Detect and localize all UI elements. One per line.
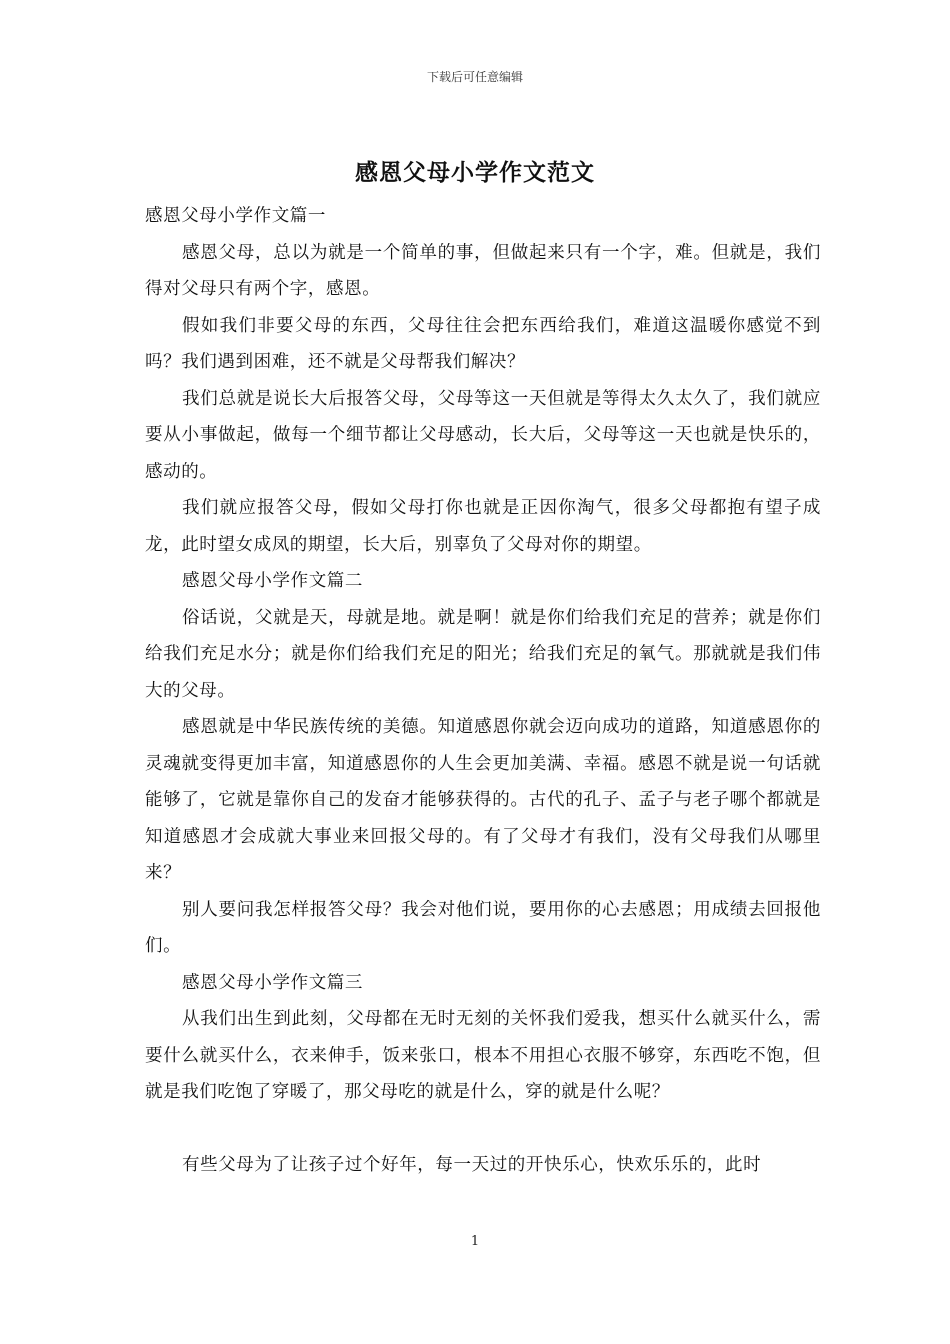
page-number: 1 xyxy=(470,1234,480,1249)
document-title: 感恩父母小学作文范文 xyxy=(355,159,595,186)
paragraph: 俗话说，父就是天，母就是地。就是啊！就是你们给我们充足的营养；就是你们给我们充足水分；就是你们给我们充足的阳光；给我们充足的氧气。那就就是我们伟大的父母。 xyxy=(145,607,821,701)
paragraph: 别人要问我怎样报答父母？我会对他们说，要用你的心去感恩；用成绩去回报他们。 xyxy=(145,899,821,956)
section-heading-2: 感恩父母小学作文篇二 xyxy=(182,571,363,591)
page-header-note: 下载后可任意编辑 xyxy=(426,70,523,84)
paragraph: 从我们出生到此刻，父母都在无时无刻的关怀我们爱我，想买什么就买什么，需要什么就买什么，衣来伸手，饭来张口，根本不用担心衣服不够穿，东西吃不饱，但就是我们吃饱了穿暖了，那父母吃的就是什么，穿的就是什么呢？ xyxy=(145,1009,821,1102)
paragraph: 假如我们非要父母的东西，父母往往会把东西给我们，难道这温暖你感觉不到吗？我们遇到困难，还不就是父母帮我们解决？ xyxy=(145,315,821,372)
section-heading-1: 感恩父母小学作文篇一 xyxy=(145,206,326,226)
document-body xyxy=(145,198,821,1183)
paragraph: 感恩父母，总以为就是一个简单的事，但做起来只有一个字，难。但就是，我们得对父母只有两个字，感恩。 xyxy=(145,242,821,299)
paragraph: 我们就应报答父母，假如父母打你也就是正因你淘气，很多父母都抱有望子成龙，此时望女成凤的期望，长大后，别辜负了父母对你的期望。 xyxy=(145,498,821,555)
paragraph: 我们总就是说长大后报答父母，父母等这一天但就是等得太久太久了，我们就应要从小事做起，做每一个细节都让父母感动，长大后，父母等这一天也就是快乐的，感动的。 xyxy=(145,388,821,482)
paragraph: 有些父母为了让孩子过个好年，每一天过的开快乐心，快欢乐乐的，此时 xyxy=(182,1154,762,1175)
section-heading-3: 感恩父母小学作文篇三 xyxy=(182,972,363,993)
paragraph: 感恩就是中华民族传统的美德。知道感恩你就会迈向成功的道路，知道感恩你的灵魂就变得更加丰富，知道感恩你的人生会更加美满、幸福。感恩不就是说一句话就能够了，它就是靠你自己的发奋才能够获得的。古代的孔子、孟子与老子哪个都就是知道感恩才会成就大事业来回报父母的。有了父母才有我们，没有父母我们从哪里来？ xyxy=(145,717,821,883)
